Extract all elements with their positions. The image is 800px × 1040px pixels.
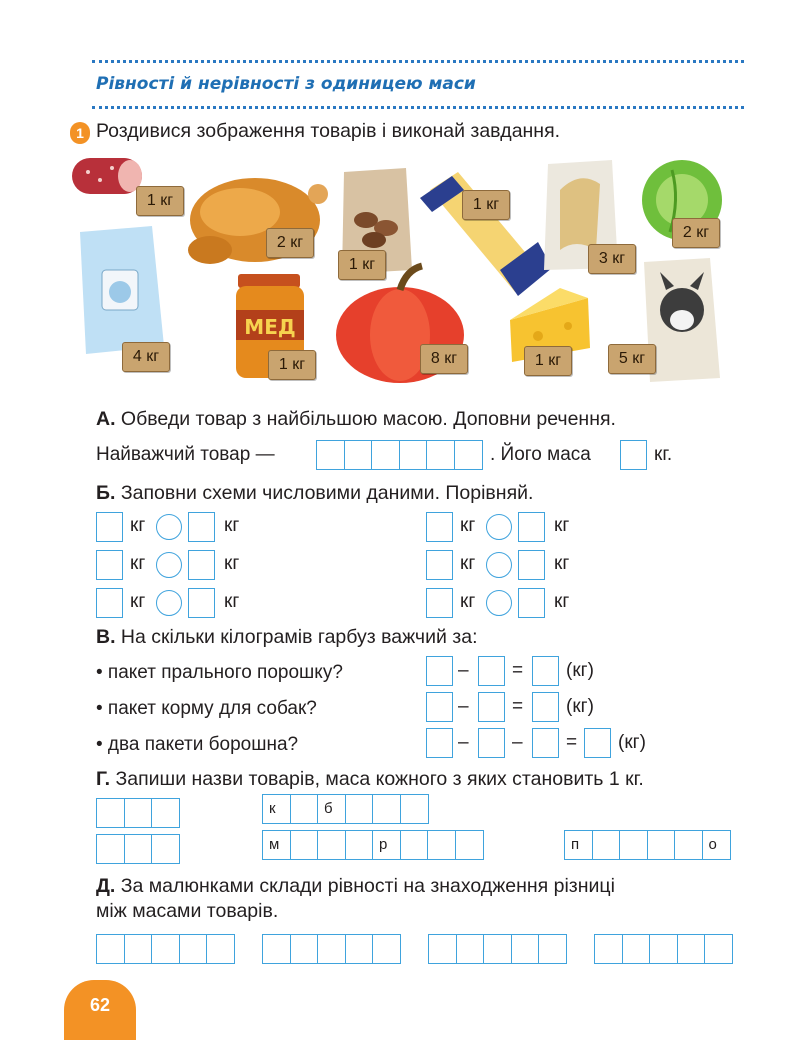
v2-result[interactable] xyxy=(532,692,559,722)
section-title: Рівності й нерівності з одиницею маси xyxy=(96,74,476,94)
minus-sign: – xyxy=(458,696,469,717)
part-a-middle: . Його маса xyxy=(490,444,591,465)
letter-cell[interactable] xyxy=(317,830,346,860)
b-compare-circle[interactable] xyxy=(486,590,512,616)
b-compare-circle[interactable] xyxy=(486,552,512,578)
d-equation-3[interactable] xyxy=(428,934,567,964)
minus-sign: – xyxy=(458,660,469,681)
part-v-item-1: • пакет прального порошку? xyxy=(96,662,343,683)
letter-cell[interactable] xyxy=(674,830,703,860)
d-equation-4[interactable] xyxy=(594,934,733,964)
page-number: 62 xyxy=(64,980,136,1040)
heaviest-product-answer[interactable] xyxy=(316,440,483,470)
minus-sign: – xyxy=(512,732,523,753)
letter-cell[interactable] xyxy=(619,830,648,860)
letter-cell[interactable] xyxy=(372,794,401,824)
b-left-mass-input[interactable] xyxy=(426,550,453,580)
v2-subtrahend[interactable] xyxy=(478,692,505,722)
g-short-word-2[interactable] xyxy=(96,834,180,864)
v1-result[interactable] xyxy=(532,656,559,686)
d-equation-2[interactable] xyxy=(262,934,401,964)
v3-subtrahend-2[interactable] xyxy=(532,728,559,758)
bottom-dotted-divider xyxy=(92,106,744,109)
dogfood-weight-label: 5 кг xyxy=(608,344,656,374)
b-compare-circle[interactable] xyxy=(486,514,512,540)
letter-cell[interactable] xyxy=(647,830,676,860)
b-compare-circle[interactable] xyxy=(156,514,182,540)
part-a-prefix: Найважчий товар — xyxy=(96,444,275,465)
unit-label: (кг) xyxy=(566,696,594,717)
letter-cell[interactable] xyxy=(427,830,456,860)
g-word-pechyvo[interactable] xyxy=(564,830,731,860)
b-unit-label: кг xyxy=(460,591,476,612)
g-word-makarony[interactable] xyxy=(262,830,484,860)
b-unit-label: кг xyxy=(460,553,476,574)
v3-minuend[interactable] xyxy=(426,728,453,758)
b-unit-label: кг xyxy=(130,591,146,612)
b-right-mass-input[interactable] xyxy=(518,550,545,580)
d-equation-1[interactable] xyxy=(96,934,235,964)
pasta-weight-label: 1 кг xyxy=(462,190,510,220)
b-left-mass-input[interactable] xyxy=(96,550,123,580)
b-left-mass-input[interactable] xyxy=(96,588,123,618)
b-left-mass-input[interactable] xyxy=(96,512,123,542)
v3-subtrahend-1[interactable] xyxy=(478,728,505,758)
letter-cell[interactable] xyxy=(290,794,319,824)
b-compare-circle[interactable] xyxy=(156,552,182,578)
b-right-mass-input[interactable] xyxy=(518,588,545,618)
cheese-weight-label: 1 кг xyxy=(524,346,572,376)
letter-cell[interactable]: о xyxy=(702,830,731,860)
letter-cell[interactable]: м xyxy=(262,830,291,860)
honey-jar-text: МЕД xyxy=(244,315,296,339)
letter-cell[interactable]: к xyxy=(262,794,291,824)
b-right-mass-input[interactable] xyxy=(188,512,215,542)
pumpkin-weight-label: 8 кг xyxy=(420,344,468,374)
part-g-instruction: Г. Запиши назви товарів, маса кожного з яких становить 1 кг. xyxy=(96,768,644,790)
b-unit-label: кг xyxy=(554,553,570,574)
b-left-mass-input[interactable] xyxy=(426,588,453,618)
equals-sign: = xyxy=(512,660,524,681)
b-right-mass-input[interactable] xyxy=(518,512,545,542)
g-short-word-1[interactable] xyxy=(96,798,180,828)
equals-sign: = xyxy=(512,696,524,717)
almond-weight-label: 1 кг xyxy=(338,250,386,280)
part-v-instruction: В. На скільки кілограмів гарбуз важчий за: xyxy=(96,626,478,648)
b-compare-circle[interactable] xyxy=(156,590,182,616)
heaviest-mass-input[interactable] xyxy=(620,440,647,470)
b-right-mass-input[interactable] xyxy=(188,588,215,618)
chicken-weight-label: 2 кг xyxy=(266,228,314,258)
b-unit-label: кг xyxy=(224,553,240,574)
sausage-weight-label: 1 кг xyxy=(136,186,184,216)
letter-cell[interactable]: б xyxy=(317,794,346,824)
v1-subtrahend[interactable] xyxy=(478,656,505,686)
powder-weight-label: 4 кг xyxy=(122,342,170,372)
part-b-instruction: Б. Заповни схеми числовими даними. Порівняй. xyxy=(96,482,534,504)
b-unit-label: кг xyxy=(224,515,240,536)
letter-cell[interactable] xyxy=(400,794,429,824)
sausage-icon xyxy=(72,158,142,194)
letter-cell[interactable] xyxy=(345,794,374,824)
b-unit-label: кг xyxy=(554,591,570,612)
unit-label: (кг) xyxy=(566,660,594,681)
unit-label: (кг) xyxy=(618,732,646,753)
letter-cell[interactable] xyxy=(290,830,319,860)
b-unit-label: кг xyxy=(554,515,570,536)
v2-minuend[interactable] xyxy=(426,692,453,722)
letter-cell[interactable] xyxy=(400,830,429,860)
equals-sign: = xyxy=(566,732,578,753)
v1-minuend[interactable] xyxy=(426,656,453,686)
part-a-instruction: А. Обведи товар з найбільшою масою. Доповни речення. xyxy=(96,408,616,430)
part-v-item-3: • два пакети борошна? xyxy=(96,734,299,755)
task-instruction: Роздивися зображення товарів і виконай завдання. xyxy=(96,120,561,142)
b-right-mass-input[interactable] xyxy=(188,550,215,580)
b-unit-label: кг xyxy=(130,553,146,574)
b-left-mass-input[interactable] xyxy=(426,512,453,542)
v3-result[interactable] xyxy=(584,728,611,758)
letter-cell[interactable]: р xyxy=(372,830,401,860)
honey-weight-label: 1 кг xyxy=(268,350,316,380)
letter-cell[interactable] xyxy=(345,830,374,860)
g-word-kovbasa[interactable] xyxy=(262,794,429,824)
letter-cell[interactable]: п xyxy=(564,830,593,860)
b-unit-label: кг xyxy=(224,591,240,612)
washing-powder-icon xyxy=(80,226,164,354)
part-a-unit: кг. xyxy=(654,444,673,465)
part-d-instruction: Д. За малюнками склади рівності на знаходження різниці між масами товарів. xyxy=(96,875,615,922)
task-number-badge: 1 xyxy=(70,122,90,144)
letter-cell[interactable] xyxy=(455,830,484,860)
minus-sign: – xyxy=(458,732,469,753)
flour-weight-label: 3 кг xyxy=(588,244,636,274)
part-v-item-2: • пакет корму для собак? xyxy=(96,698,317,719)
top-dotted-divider xyxy=(92,60,744,63)
b-unit-label: кг xyxy=(130,515,146,536)
letter-cell[interactable] xyxy=(592,830,621,860)
b-unit-label: кг xyxy=(460,515,476,536)
cabbage-weight-label: 2 кг xyxy=(672,218,720,248)
